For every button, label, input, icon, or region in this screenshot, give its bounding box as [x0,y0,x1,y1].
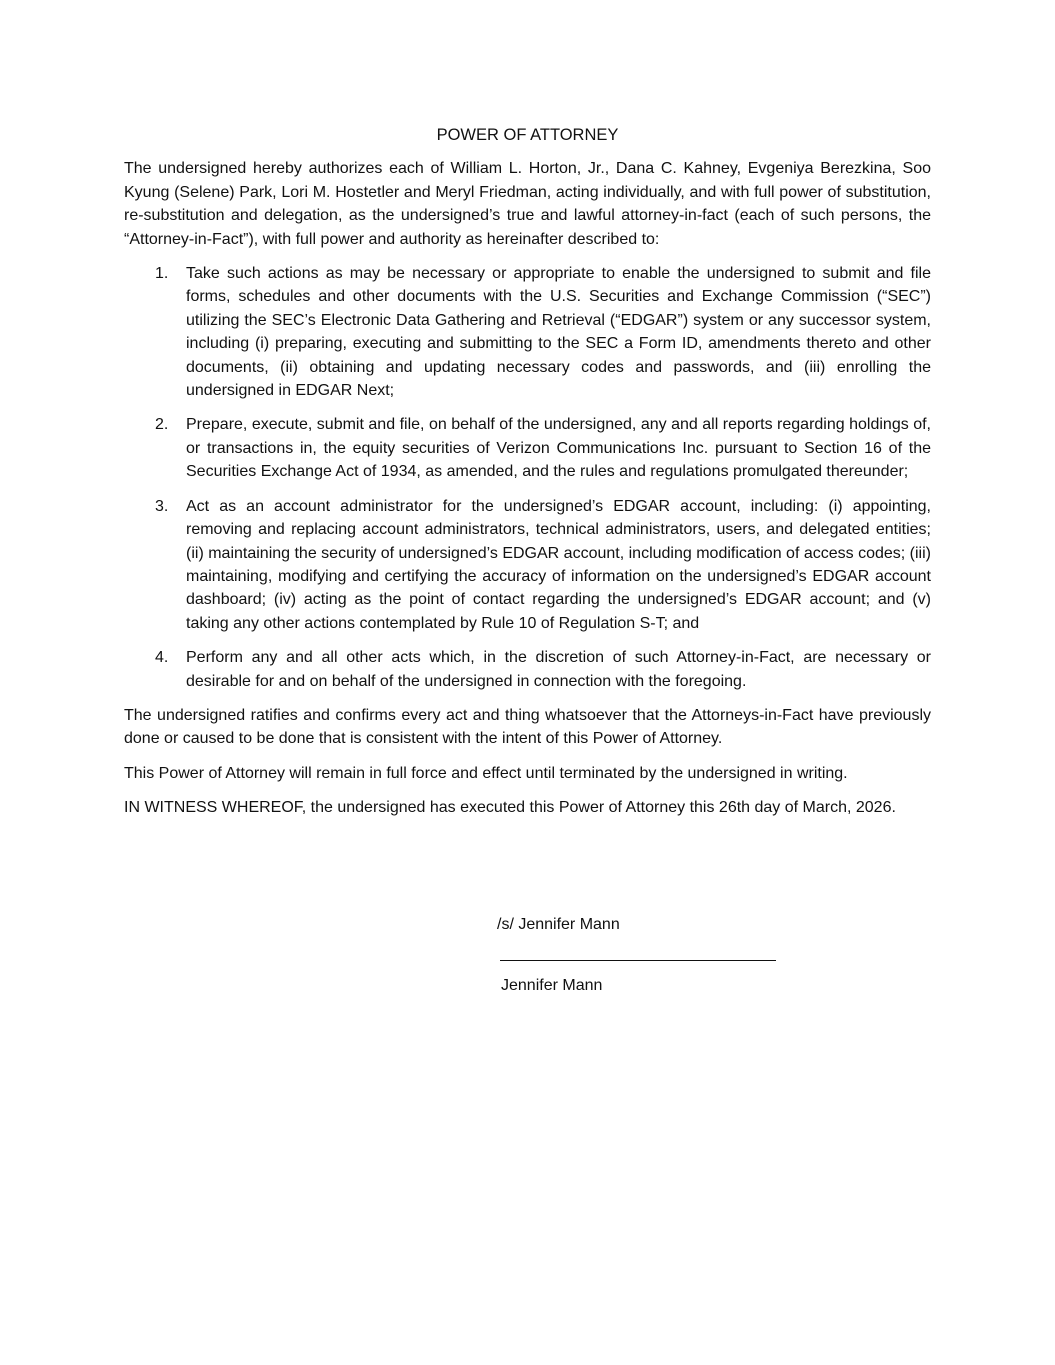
powers-list [124,262,931,693]
item-number: 1. [155,265,169,283]
document-title: POWER OF ATTORNEY [436,126,619,144]
item-number: 2. [155,416,169,434]
intro-paragraph: The undersigned hereby authorizes each of William L. Horton, Jr., Dana C. Kahney, Evgeniya Berezkina, Soo Kyung (Selene) Park, Lori M. Hostetler and Meryl Friedman, acting individually, and with full power of substitution, re-substitution and delegation, as the undersigned’s true and lawful attorney-in-fact (each of such persons, the “Attorney-in-Fact”), with full power and authority as hereinafter described to: [124,160,931,248]
item-text: Perform any and all other acts which, in the discretion of such Attorney-in-Fact, are necessary or desirable for and on behalf of the undersigned in connection with the foregoing. [186,649,931,690]
document-body [124,124,931,831]
signature-line [500,960,776,961]
signer-name: Jennifer Mann [501,977,603,994]
item-text: Prepare, execute, submit and file, on behalf of the undersigned, any and all reports regarding holdings of, or transactions in, the equity securities of Verizon Communications Inc. pursuant to Section 16 of the Securities Exchange Act of 1934, as amended, and the rules and regulations promulgated thereunder; [186,416,931,481]
ratify-paragraph: The undersigned ratifies and confirms every act and thing whatsoever that the Attorneys-in-Fact have previously done or caused to be done that is consistent with the intent of this Power of Attorney. [124,706,931,748]
list-item [124,646,931,693]
item-text: Take such actions as may be necessary or appropriate to enable the undersigned to submit and file forms, schedules and other documents with the U.S. Securities and Exchange Commission (“SEC”) utilizing the SEC’s Electronic Data Gathering and Retrieval (“EDGAR”) system or any successor system, including (i) preparing, executing and submitting to the SEC a Form ID, amendments thereto and other documents, (ii) obtaining and updating necessary codes and passwords, and (iii) enrolling the undersigned in EDGAR Next; [186,265,931,400]
list-item [124,495,931,635]
signature: /s/ Jennifer Mann [497,916,620,933]
witness-paragraph: IN WITNESS WHEREOF, the undersigned has executed this Power of Attorney this 26th day of March, 2026. [124,799,896,817]
force-paragraph: This Power of Attorney will remain in full force and effect until terminated by the undersigned in writing. [124,764,848,782]
item-text: Act as an account administrator for the undersigned’s EDGAR account, including: (i) appointing, removing and replacing account administrators, technical administrators, users, and delegated entities; (ii) maintaining the security of undersigned’s EDGAR account, including modification of access codes; (iii) maintaining, modifying and certifying the accuracy of information on the undersigned’s EDGAR account dashboard; (iv) acting as the point of contact regarding the undersigned’s EDGAR account; and (v) taking any other actions contemplated by Rule 10 of Regulation S-T; and [186,497,931,632]
list-item [124,413,931,483]
item-number: 4. [155,649,169,667]
list-item [124,262,931,402]
item-number: 3. [155,497,169,515]
